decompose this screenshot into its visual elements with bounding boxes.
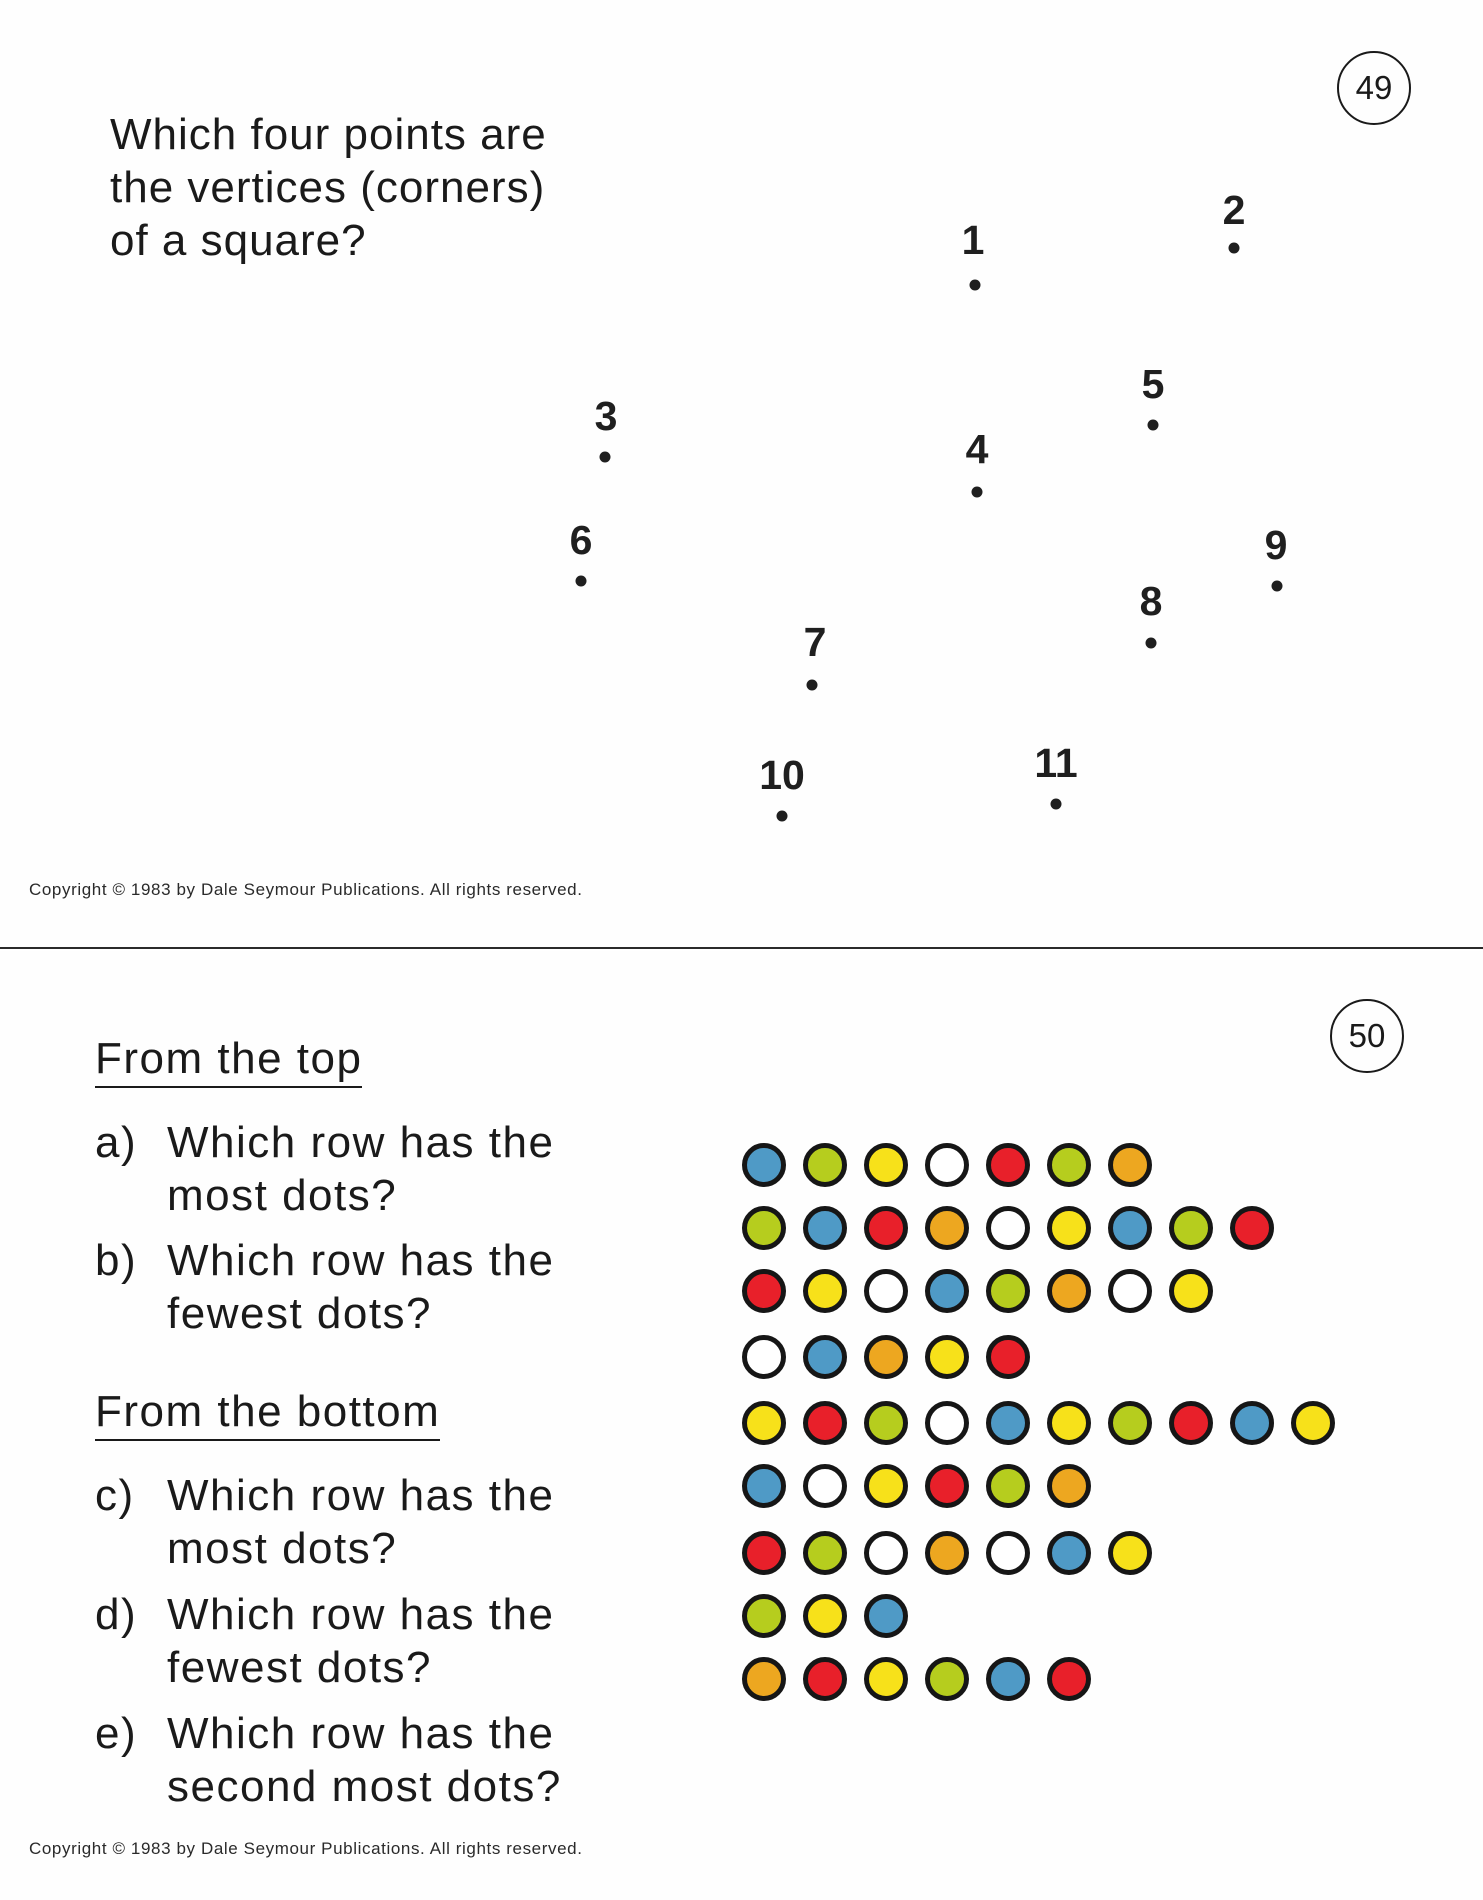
question-e [95,1707,655,1813]
question-text: Which row has the fewest dots? [167,1590,555,1692]
orange-dot [1108,1143,1152,1187]
point-dot [807,680,818,691]
yellow-dot [1047,1206,1091,1250]
point-label: 11 [1034,740,1078,786]
dot-row-6 [742,1464,1091,1508]
question-d [95,1588,655,1694]
card-49 [0,0,1483,949]
blue-dot [1230,1401,1274,1445]
point-dot [972,487,983,498]
card-number-text: 49 [1355,69,1393,106]
orange-dot [925,1531,969,1575]
red-dot [1169,1401,1213,1445]
red-dot [742,1269,786,1313]
yellow-dot [925,1335,969,1379]
question-text: Which four points are the vertices (corners) of a square? [110,110,547,265]
blue-dot [925,1269,969,1313]
point-dot [1272,581,1283,592]
blue-dot [803,1335,847,1379]
blue-dot [986,1657,1030,1701]
question-text: Which row has the second most dots? [167,1709,562,1811]
white-dot [803,1464,847,1508]
white-dot [742,1335,786,1379]
orange-dot [1047,1464,1091,1508]
green-dot [986,1464,1030,1508]
green-dot [742,1206,786,1250]
red-dot [925,1464,969,1508]
point-dot [777,811,788,822]
green-dot [803,1143,847,1187]
point-label: 7 [803,619,827,665]
point-dot [1148,420,1159,431]
red-dot [1230,1206,1274,1250]
question-letter: c) [95,1471,135,1520]
blue-dot [742,1143,786,1187]
green-dot [1047,1143,1091,1187]
red-dot [742,1531,786,1575]
copyright-notice: Copyright © 1983 by Dale Seymour Publications. All rights reserved. [29,880,583,899]
dot-row-8 [742,1594,908,1638]
green-dot [925,1657,969,1701]
copyright-notice: Copyright © 1983 by Dale Seymour Publications. All rights reserved. [29,1839,583,1858]
red-dot [986,1143,1030,1187]
point-label: 3 [594,393,618,439]
green-dot [864,1401,908,1445]
blue-dot [1047,1531,1091,1575]
heading-from-bottom: From the bottom [95,1386,440,1441]
dot-row-7 [742,1531,1152,1575]
dot-row-1 [742,1143,1152,1187]
red-dot [1047,1657,1091,1701]
point-label: 4 [965,426,989,472]
point-label: 6 [569,517,593,563]
red-dot [986,1335,1030,1379]
red-dot [803,1401,847,1445]
blue-dot [864,1594,908,1638]
white-dot [925,1143,969,1187]
green-dot [742,1594,786,1638]
green-dot [1108,1401,1152,1445]
orange-dot [1047,1269,1091,1313]
dot-row-3 [742,1269,1213,1313]
question-letter: a) [95,1118,138,1167]
orange-dot [925,1206,969,1250]
yellow-dot [1169,1269,1213,1313]
question-letter: d) [95,1590,138,1639]
yellow-dot [803,1594,847,1638]
question-c [95,1469,655,1575]
heading-from-top: From the top [95,1033,362,1088]
white-dot [864,1531,908,1575]
yellow-dot [1108,1531,1152,1575]
white-dot [986,1531,1030,1575]
blue-dot [803,1206,847,1250]
question-text: Which row has the most dots? [167,1471,555,1573]
point-dot [1146,638,1157,649]
blue-dot [742,1464,786,1508]
card-50 [0,951,1483,1900]
orange-dot [864,1335,908,1379]
point-label: 1 [961,217,985,263]
card-number-text: 50 [1348,1017,1386,1054]
card-number-badge [1330,999,1404,1073]
white-dot [1108,1269,1152,1313]
white-dot [986,1206,1030,1250]
point-label: 5 [1141,361,1165,407]
green-dot [986,1269,1030,1313]
question-b [95,1234,655,1340]
yellow-dot [1047,1401,1091,1445]
dot-row-5 [742,1401,1335,1445]
point-dot [1229,243,1240,254]
green-dot [1169,1206,1213,1250]
question-letter: e) [95,1709,138,1758]
point-label: 10 [759,752,805,798]
point-dot [600,452,611,463]
point-label: 8 [1139,578,1163,624]
green-dot [803,1531,847,1575]
dot-row-9 [742,1657,1091,1701]
point-dot [576,576,587,587]
red-dot [803,1657,847,1701]
yellow-dot [864,1657,908,1701]
white-dot [864,1269,908,1313]
point-dot [1051,799,1062,810]
yellow-dot [1291,1401,1335,1445]
blue-dot [1108,1206,1152,1250]
red-dot [864,1206,908,1250]
point-dot [970,280,981,291]
card-number-badge [1337,51,1411,125]
question-text: Which row has the fewest dots? [167,1236,555,1338]
point-label: 9 [1264,522,1288,568]
question-text: Which row has the most dots? [167,1118,555,1220]
yellow-dot [864,1464,908,1508]
question-a [95,1116,655,1222]
dot-row-2 [742,1206,1274,1250]
blue-dot [986,1401,1030,1445]
yellow-dot [742,1401,786,1445]
dot-row-4 [742,1335,1030,1379]
orange-dot [742,1657,786,1701]
point-label: 2 [1222,187,1246,233]
white-dot [925,1401,969,1445]
question-letter: b) [95,1236,138,1285]
yellow-dot [864,1143,908,1187]
yellow-dot [803,1269,847,1313]
